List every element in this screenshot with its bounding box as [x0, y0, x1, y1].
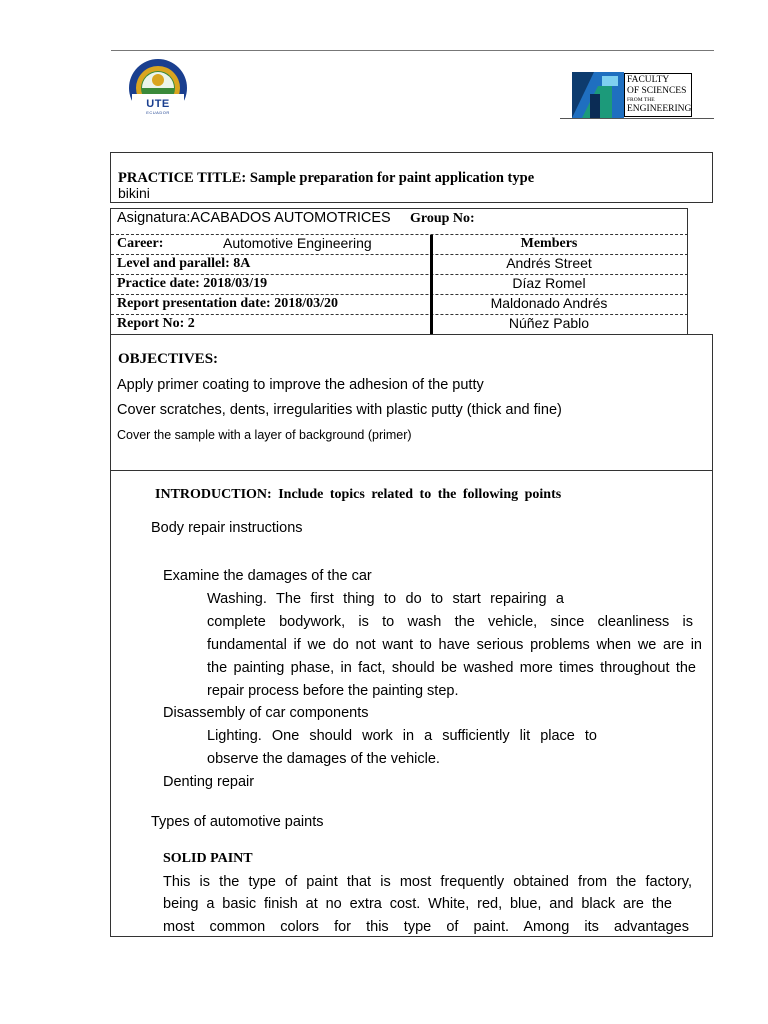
washing-line: Washing. The first thing to do to start repairing a	[207, 591, 564, 607]
solid-paint-line: This is the type of paint that is most frequently obtained from the factory,	[163, 874, 692, 890]
members-label: Members	[520, 236, 578, 251]
lighting-line: Lighting. One should work in a sufficiently lit place to	[207, 728, 597, 744]
faculty-line-3: FROM THE	[627, 97, 655, 103]
solid-paint-heading: SOLID PAINT	[163, 851, 253, 866]
denting-repair: Denting repair	[163, 774, 255, 790]
introduction-heading-row	[141, 486, 561, 503]
paint-types-heading: Types of automotive paints	[151, 814, 324, 830]
subject-label: Asignatura:	[117, 210, 191, 226]
member-name: Díaz Romel	[512, 275, 586, 291]
subject-row	[117, 210, 391, 226]
member-name: Maldonado Andrés	[490, 295, 608, 311]
practice-title-continued: bikini	[118, 185, 150, 201]
objective-item: Cover scratches, dents, irregularities with plastic putty (thick and fine)	[117, 402, 562, 418]
faculty-line-2: OF SCIENCES	[627, 86, 687, 96]
practice-title-text: Sample preparation for paint application type	[249, 170, 535, 186]
washing-line: repair process before the painting step.	[207, 683, 459, 699]
faculty-logo	[572, 72, 624, 118]
career-label: Career:	[117, 236, 164, 251]
info-row-divider	[111, 234, 688, 235]
introduction-heading: INTRODUCTION: Include topics related to the following points	[155, 487, 562, 502]
header-bottom-rule	[560, 118, 714, 119]
body-repair-heading: Body repair instructions	[151, 520, 303, 536]
member-name: Andrés Street	[506, 255, 592, 271]
subject-value: ACABADOS AUTOMOTRICES	[190, 210, 391, 226]
practice-date: Practice date: 2018/03/19	[117, 276, 268, 291]
level-parallel: Level and parallel: 8A	[117, 256, 251, 271]
disassembly-heading: Disassembly of car components	[163, 705, 369, 721]
solid-paint-line: most common colors for this type of paint. Among its advantages	[163, 919, 689, 935]
faculty-line-4: ENGINEERING	[627, 104, 692, 114]
washing-line: complete bodywork, is to wash the vehicle, since cleanliness is	[207, 614, 693, 630]
practice-title-label: PRACTICE TITLE:	[118, 170, 247, 186]
member-name: Núñez Pablo	[508, 315, 590, 331]
practice-title	[118, 170, 534, 187]
header-top-rule	[111, 50, 714, 51]
examine-damages: Examine the damages of the car	[163, 568, 372, 584]
faculty-line-1: FACULTY	[627, 75, 670, 85]
objective-item: Cover the sample with a layer of background (primer)	[117, 428, 412, 442]
solid-paint-line: being a basic finish at no extra cost. White, red, blue, and black are the	[163, 896, 672, 912]
ute-logo-subtext: ECUADOR	[146, 110, 170, 115]
lighting-line: observe the damages of the vehicle.	[207, 751, 440, 767]
career-value: Automotive Engineering	[223, 235, 372, 251]
body-repair-row	[141, 520, 303, 536]
group-label: Group No:	[410, 211, 475, 226]
report-date: Report presentation date: 2018/03/20	[117, 296, 338, 311]
paint-types-row	[141, 814, 324, 830]
objectives-heading: OBJECTIVES:	[118, 351, 219, 367]
washing-line: the painting phase, in fact, should be washed more times throughout the	[207, 660, 696, 676]
report-number: Report No: 2	[117, 316, 195, 331]
washing-line: fundamental if we do not want to have serious problems when we are in	[207, 637, 702, 653]
objective-item: Apply primer coating to improve the adhesion of the putty	[117, 377, 484, 393]
ute-logo-text: UTE	[146, 98, 170, 110]
faculty-name-box	[624, 73, 692, 117]
